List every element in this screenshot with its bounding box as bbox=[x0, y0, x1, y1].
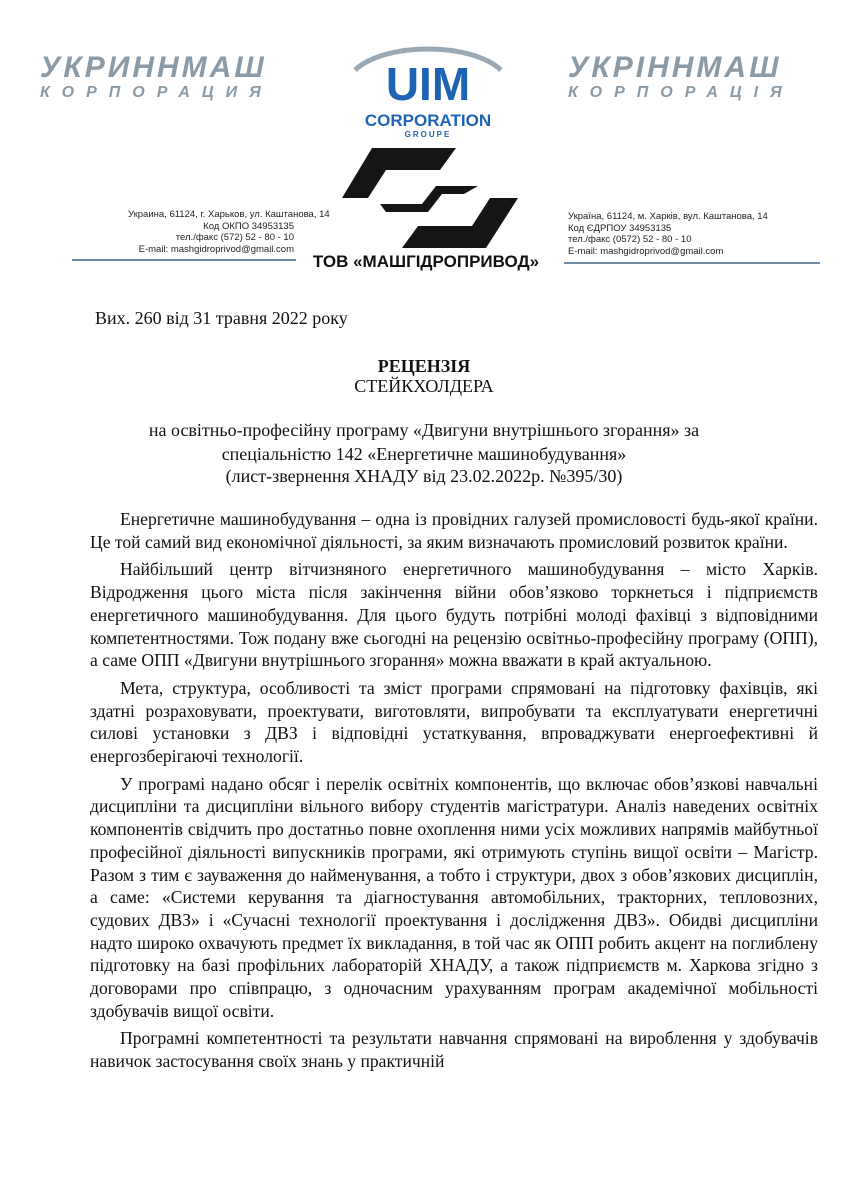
outgoing-number: Вих. 260 від 31 травня 2022 року bbox=[95, 308, 348, 328]
brand-left-sub: КОРПОРАЦИЯ bbox=[40, 84, 273, 101]
divider-left bbox=[72, 259, 296, 261]
address-right-line: E-mail: mashgidroprivod@gmail.com bbox=[568, 245, 724, 257]
address-left-line: тел./факс (572) 52 - 80 - 10 bbox=[175, 232, 294, 243]
address-left-line: Код ОКПО 34953135 bbox=[203, 220, 294, 232]
address-left-line: Украина, 61124, г. Харьков, ул. Каштанова, 14 bbox=[128, 209, 330, 220]
uim-logo-line1: CORPORATION bbox=[364, 111, 492, 130]
letter-body bbox=[90, 508, 818, 1078]
company-emblem-icon bbox=[336, 142, 522, 254]
body-paragraph: У програмі надано обсяг і перелік освітніх компонентів, що включає обов’язкові навчальні дисципліни та дисципліни вільного вибору студентів магістратури. Аналіз наведених освітніх компонентів свідчить про достатньо повне охоплення ними усіх можливих напрямів майбутньої професійної діяльності випускників програми, які отримують ступінь вищої освіти – Магістр. Разом з тим є зауваження до найменування, а тобто і структури, двох з обов’язкових дисциплін, а саме: «Системи керування та діагностування автомобільних, тракторних, тепловозних, судових ДВЗ» і «Сучасні технології проектування і дослідження ДВЗ». Обидві дисципліни надто широко охвачують предмет їх викладання, в той час як ОПП робить акцент на поглиблену підготовку на базі профільних лабораторій ХНАДУ, а також підприємств м. Харкова згідно з договорами про співпрацю, з одночасним урахуванням програм академічної мобільності здобувачів вищої освіти. bbox=[90, 773, 818, 1021]
subtitle-line: (лист-звернення ХНАДУ від 23.02.2022р. №395/30) bbox=[225, 466, 623, 486]
uim-logo-line2: GROUPE bbox=[404, 130, 452, 138]
brand-right bbox=[568, 52, 794, 102]
body-paragraph: Найбільший центр вітчизняного енергетичного машинобудування – місто Харків. Відродження цього міста після закінчення війни обов’язково торкнеться і підприємств енергетичного машинобудування. Для цього будуть потрібні молоді фахівці з відповідними компетентностями. Тож подану вже сьогодні на рецензію освітньо-професійну програму (ОПП), а саме ОПП «Двигуни внутрішнього згорання» можна вважати в край актуальною. bbox=[90, 559, 818, 671]
address-right-line: Україна, 61124, м. Харків, вул. Каштанова, 14 bbox=[568, 211, 768, 222]
document-title: РЕЦЕНЗІЯ bbox=[377, 356, 471, 376]
subtitle-line: на освітньо-професійну програму «Двигуни внутрішнього згорання» за bbox=[148, 420, 700, 440]
body-paragraph: Мета, структура, особливості та зміст програми спрямовані на підготовку фахівців, які здатні розраховувати, проектувати, виготовляти, випробувати та експлуатувати енергетичні силові установки з ДВЗ і відповідні устаткування, впроваджувати енергоефективні й енергозберігаючі технології. bbox=[90, 677, 818, 767]
body-paragraph: Програмні компетентності та результати навчання спрямовані на вироблення у здобувачів навичок застосування своїх знань у практичній bbox=[90, 1028, 818, 1072]
brand-right-sub: КОРПОРАЦІЯ bbox=[568, 84, 794, 101]
body-paragraph: Енергетичне машинобудування – одна із провідних галузей промисловості будь-якої країни. Це той самий вид економічної діяльності, за яким визначають промисловий розвиток країни. bbox=[90, 509, 818, 552]
uim-logo-mark: UIM bbox=[385, 58, 471, 110]
document-title-2: СТЕЙКХОЛДЕРА bbox=[354, 376, 494, 396]
address-left-line: E-mail: mashgidroprivod@gmail.com bbox=[138, 243, 294, 255]
address-right bbox=[568, 211, 768, 257]
brand-right-name: УКРІННМАШ bbox=[568, 51, 782, 84]
brand-left-name: УКРИННМАШ bbox=[40, 51, 267, 84]
brand-left bbox=[40, 52, 273, 102]
subtitle-line: спеціальністю 142 «Енергетичне машинобудування» bbox=[221, 444, 627, 464]
company-name: ТОВ «МАШГІДРОПРИВОД» bbox=[312, 252, 540, 271]
address-right-line: тел./факс (0572) 52 - 80 - 10 bbox=[568, 234, 692, 245]
divider-right bbox=[564, 262, 820, 264]
address-left bbox=[128, 209, 330, 255]
address-right-line: Код ЄДРПОУ 34953135 bbox=[568, 222, 672, 234]
uim-logo bbox=[345, 38, 511, 138]
